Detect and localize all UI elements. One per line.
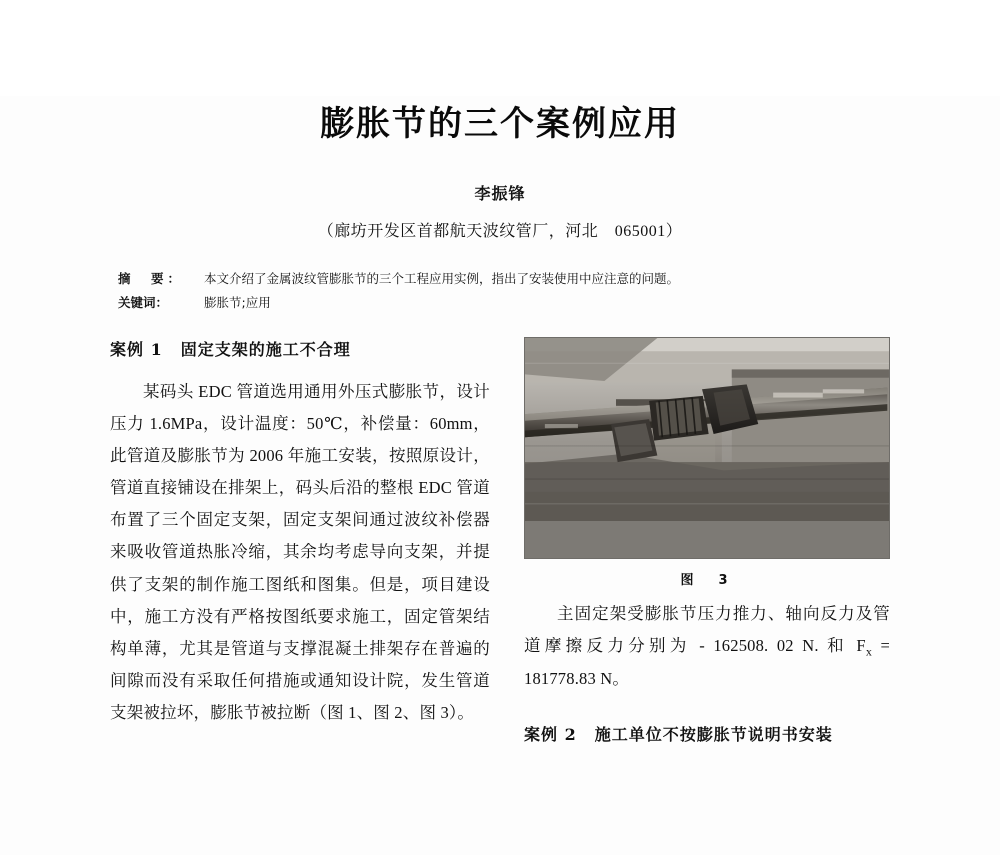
case1-paragraph: 某码头 EDC 管道选用通用外压式膨胀节，设计压力 1.6MPa，设计温度：50℃，补偿量：60mm，此管道及膨胀节为 2006 年施工安装，按照原设计，管道直接铺设在排架上，码头后沿的整根 EDC 管道布置了三个固定支架，固定支架间通过波纹补偿器来吸收管道热胀冷缩，其余均考虑导向支架，并提供了支架的制作施工图纸和图集。但是，项目建设中，施工方没有严格按图纸要求施工，固定管架结构单薄，尤其是管道与支撑混凝土排架存在普遍的间隙而没有采取任何措施或通知设计院，发生管道支架被拉坏，膨胀节被拉断（图 1、图 2、图 3）。 (110, 381, 490, 723)
figure-3-caption: 图 3 (680, 572, 734, 588)
figure-3-image (524, 337, 890, 559)
paragraph-part2: = 181778.83 N。 (524, 635, 890, 689)
abstract-text: 本文介绍了金属波纹管膨胀节的三个工程应用实例，指出了安装使用中应注意的问题。 (204, 271, 680, 286)
right-column (524, 337, 890, 745)
case1-number: 案例 1 (110, 339, 163, 359)
two-column-body (110, 337, 890, 745)
paragraph-part1: 主固定架受膨胀节压力推力、轴向反力及管道摩擦反力分别为 - 162508. 02 N. 和 F (524, 603, 890, 655)
author-name: 李振锋 (474, 186, 526, 203)
case1-heading (110, 337, 490, 360)
abstract-label: 摘 要： (118, 271, 185, 286)
document-page (0, 96, 1000, 855)
case2-heading (524, 722, 890, 745)
right-column-paragraph (524, 598, 890, 696)
case2-title: 施工单位不按膨胀节说明书安装 (594, 724, 833, 744)
case2-number: 案例 2 (524, 724, 577, 744)
page-title: 膨胀节的三个案例应用 (320, 104, 680, 144)
keywords-label: 关键词： (118, 294, 169, 310)
abstract-row (118, 267, 890, 291)
left-column (110, 337, 490, 745)
photo-graphic (525, 338, 889, 522)
case1-title: 固定支架的施工不合理 (180, 339, 351, 359)
author-affiliation: （廊坊开发区首都航天波纹管厂，河北 065001） (317, 223, 683, 240)
subscript-x: x (865, 643, 873, 658)
keywords-row (118, 291, 890, 315)
abstract-block (110, 267, 890, 315)
keywords-text: 膨胀节;应用 (204, 294, 271, 310)
